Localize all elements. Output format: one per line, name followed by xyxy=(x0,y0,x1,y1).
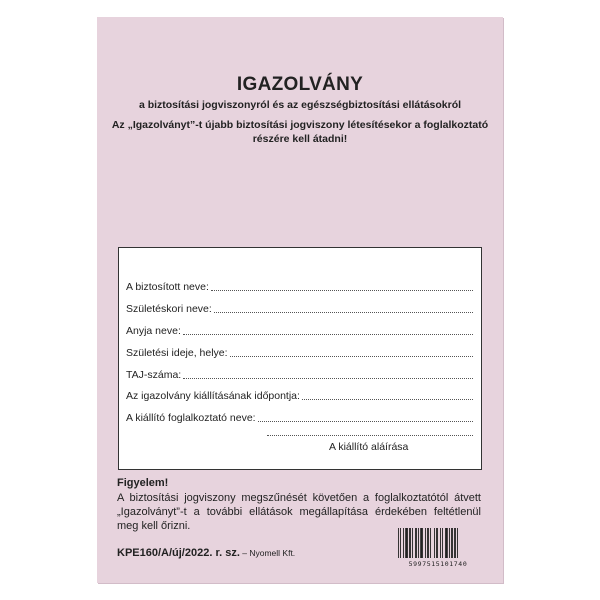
dotted-line xyxy=(183,333,473,335)
dotted-line xyxy=(302,398,473,400)
field-mother-name[interactable] xyxy=(126,325,473,337)
dotted-line xyxy=(258,420,473,422)
signature-label: A kiállító aláírása xyxy=(329,441,409,453)
barcode xyxy=(397,528,479,558)
barcode-number: 5997515101740 xyxy=(408,560,468,568)
form-code: KPE160/A/új/2022. r. sz. xyxy=(117,547,240,559)
dotted-line xyxy=(230,355,473,357)
field-label: Születéskori neve: xyxy=(126,303,212,315)
data-entry-panel xyxy=(118,247,482,470)
form-subtitle: a biztosítási jogviszonyról és az egészségbiztosítási ellátásokról xyxy=(138,99,462,111)
field-insured-name[interactable] xyxy=(126,281,473,293)
field-label: A biztosított neve: xyxy=(126,281,209,293)
field-issue-date[interactable] xyxy=(126,390,473,402)
dotted-line xyxy=(183,377,473,379)
dotted-line xyxy=(211,289,473,291)
field-label: A kiállító foglalkoztató neve: xyxy=(126,412,256,424)
field-birth-name[interactable] xyxy=(126,303,473,315)
field-employer-name[interactable] xyxy=(126,412,473,424)
field-birth-date-place[interactable] xyxy=(126,347,473,359)
field-label: Születési ideje, helye: xyxy=(126,347,228,359)
field-label: Az igazolvány kiállításának időpontja: xyxy=(126,390,300,402)
instruction-line-2: részére kell átadni! xyxy=(252,133,348,145)
instruction-line-1: Az „Igazolványt”-t újabb biztosítási jogviszony létesítésekor a foglalkoztató xyxy=(111,119,489,131)
field-label: TAJ-száma: xyxy=(126,369,182,381)
field-taj-number[interactable] xyxy=(126,369,473,381)
dotted-line xyxy=(214,311,473,313)
publisher: – Nyomell Kft. xyxy=(239,548,296,558)
form-sheet xyxy=(97,17,503,583)
field-label: Anyja neve: xyxy=(126,325,181,337)
warning-text: A biztosítási jogviszony megszűnését követően a foglalkoztatótól átvett „Igazolványt”-t a további ellátások megállapítása érdekében feltétlenül meg kell őrizni. xyxy=(117,492,481,532)
signature-line[interactable] xyxy=(267,435,473,436)
footer xyxy=(117,547,295,559)
barcode-graphic xyxy=(397,528,479,558)
warning-title: Figyelem! xyxy=(117,477,169,489)
form-instruction xyxy=(111,118,489,146)
form-title: IGAZOLVÁNY xyxy=(236,74,364,95)
